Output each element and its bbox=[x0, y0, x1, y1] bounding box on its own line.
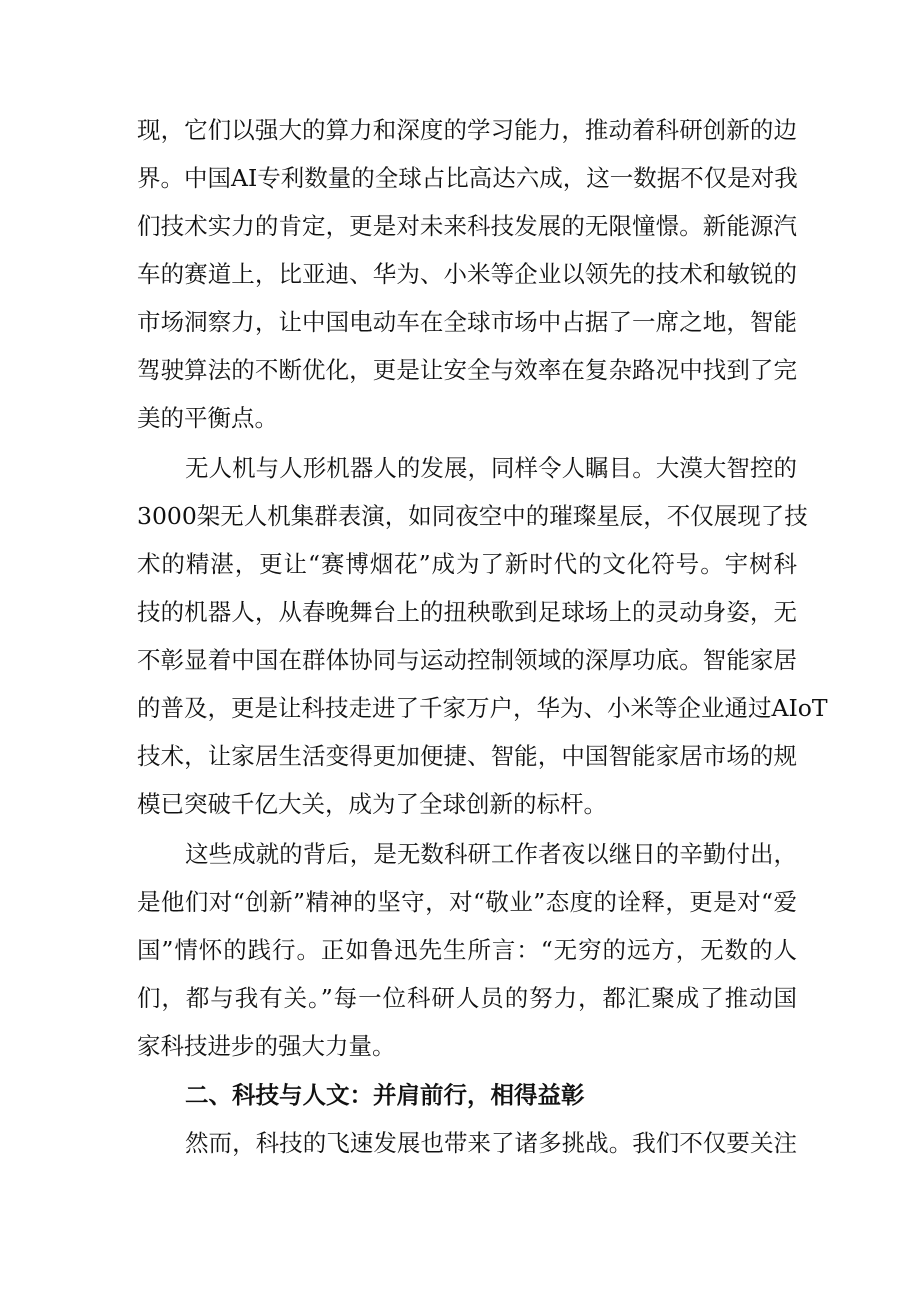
paragraph-2-line-6: 的普及，更是让科技走进了千家万户，华为、小米等企业通过AIoT bbox=[137, 694, 828, 722]
paragraph-1-line-2: 界。中国AI专利数量的全球占比高达六成，这一数据不仅是对我 bbox=[137, 164, 798, 192]
paragraph-1-line-7: 美的平衡点。 bbox=[137, 404, 278, 432]
section-heading: 二、科技与人文：并肩前行，相得益彰 bbox=[185, 1081, 585, 1109]
paragraph-1-line-5: 市场洞察力，让中国电动车在全球市场中占据了一席之地，智能 bbox=[137, 308, 797, 336]
paragraph-2-line-1: 无人机与人形机器人的发展，同样令人瞩目。大漠大智控的 bbox=[185, 454, 797, 482]
paragraph-1-line-6: 驾驶算法的不断优化，更是让安全与效率在复杂路况中找到了完 bbox=[137, 356, 797, 384]
paragraph-3-line-3: 国”情怀的践行。正如鲁迅先生所言：“无穷的远方，无数的人 bbox=[137, 936, 797, 964]
paragraph-3-line-4: 们，都与我有关。”每一位科研人员的努力，都汇聚成了推动国 bbox=[137, 984, 797, 1012]
paragraph-2-line-5: 不彰显着中国在群体协同与运动控制领域的深厚功底。智能家居 bbox=[137, 646, 797, 674]
paragraph-2-line-7: 技术，让家居生活变得更加便捷、智能，中国智能家居市场的规 bbox=[137, 742, 797, 770]
paragraph-1-line-1: 现，它们以强大的算力和深度的学习能力，推动着科研创新的边 bbox=[137, 116, 797, 144]
paragraph-4-line-1: 然而，科技的飞速发展也带来了诸多挑战。我们不仅要关注 bbox=[185, 1129, 797, 1157]
paragraph-3-line-1: 这些成就的背后，是无数科研工作者夜以继日的辛勤付出， bbox=[185, 840, 797, 868]
paragraph-1-line-4: 车的赛道上，比亚迪、华为、小米等企业以领先的技术和敏锐的 bbox=[137, 260, 797, 288]
paragraph-2-line-3: 术的精湛，更让“赛博烟花”成为了新时代的文化符号。宇树科 bbox=[137, 550, 797, 578]
paragraph-3-line-2: 是他们对“创新”精神的坚守，对“敬业”态度的诠释，更是对“爱 bbox=[137, 888, 797, 916]
paragraph-1-line-3: 们技术实力的肯定，更是对未来科技发展的无限憧憬。新能源汽 bbox=[137, 212, 797, 240]
paragraph-2-line-2: 3000架无人机集群表演，如同夜空中的璀璨星辰，不仅展现了技 bbox=[137, 502, 808, 530]
paragraph-2-line-4: 技的机器人，从春晚舞台上的扭秧歌到足球场上的灵动身姿，无 bbox=[137, 598, 797, 626]
paragraph-2-line-8: 模已突破千亿大关，成为了全球创新的标杆。 bbox=[137, 790, 607, 818]
paragraph-3-line-5: 家科技进步的强大力量。 bbox=[137, 1032, 396, 1060]
